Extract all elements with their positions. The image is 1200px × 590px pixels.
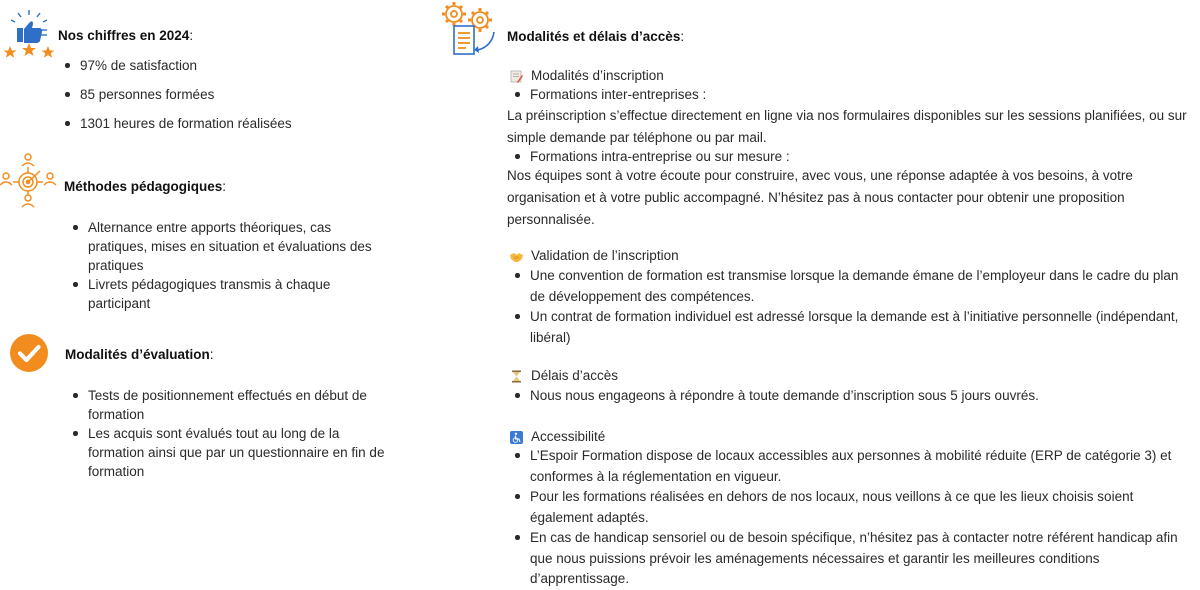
- check-circle-icon: [9, 333, 49, 373]
- handshake-icon: [510, 249, 523, 262]
- list-item: Une convention de formation est transmise lorsque la demande émane de l’employeur dans le cadre du plan de développement des compétences.: [507, 266, 1197, 307]
- chiffres-title: Nos chiffres en 2024: [58, 28, 190, 43]
- list-item: Nous nous engageons à répondre à toute demande d’inscription sous 5 jours ouvrés.: [507, 386, 1197, 405]
- list-item: 1301 heures de formation réalisées: [57, 114, 417, 133]
- modalites-heading: [507, 27, 684, 46]
- list-item: Formations intra-entreprise ou sur mesure :: [507, 147, 1187, 166]
- delais-subheading: [507, 366, 618, 385]
- chiffres-heading: [58, 26, 193, 45]
- modalites-colon: :: [680, 29, 685, 44]
- chiffres-list: [57, 56, 417, 133]
- methodes-list: [65, 218, 385, 313]
- list-item: Alternance entre apports théoriques, cas pratiques, mises en situation et évaluations des pratiques: [65, 218, 385, 275]
- modalites-title: Modalités et délais d’accès: [507, 29, 681, 44]
- delais-heading: Délais d’accès: [531, 368, 619, 383]
- list-item: L’Espoir Formation dispose de locaux accessibles aux personnes à mobilité réduite (ERP de catégorie 3) et conformes à la réglementation en vigueur.: [507, 446, 1197, 487]
- inter-text: La préinscription s’effectue directement en ligne via nos formulaires disponibles sur les sessions planifiées, ou sur simple demande par téléphone ou par mail.: [507, 108, 1187, 145]
- validation-heading: Validation de l’inscription: [531, 248, 679, 263]
- list-item: 97% de satisfaction: [57, 56, 417, 75]
- evaluation-title: Modalités d’évaluation: [65, 347, 210, 362]
- list-item: Un contrat de formation individuel est adressé lorsque la demande est à l’initiative personnelle (indépendant, libéral): [507, 307, 1197, 348]
- intra-text: Nos équipes sont à votre écoute pour construire, avec vous, une réponse adaptée à vos besoins, à votre organisation et à votre public accompagné. N’hésitez pas à nous contacter pour obtenir une proposition personnalisée.: [507, 168, 1133, 227]
- accessibilite-heading: Accessibilité: [531, 429, 606, 444]
- chiffres-colon: :: [189, 28, 194, 43]
- evaluation-colon: :: [209, 347, 214, 362]
- thumbs-up-stars-icon: [2, 8, 56, 58]
- evaluation-heading: [65, 345, 214, 364]
- memo-icon: [510, 69, 523, 82]
- wheelchair-icon: [510, 430, 523, 443]
- intra-list: [507, 147, 1187, 166]
- list-item: Les acquis sont évalués tout au long de la formation ainsi que par un questionnaire en fin de formation: [65, 424, 395, 481]
- hourglass-icon: [510, 369, 523, 382]
- methodes-colon: :: [222, 179, 227, 194]
- gears-document-icon: [434, 0, 502, 60]
- left-column: [0, 0, 420, 583]
- list-item: Formations inter-entreprises :: [507, 85, 1187, 104]
- list-item: En cas de handicap sensoriel ou de besoin spécifique, n’hésitez pas à contacter notre référent handicap afin que nous puissions prévoir les aménagements nécessaires et garantir les meilleures conditions d’apprentissage.: [507, 528, 1197, 590]
- evaluation-list: [65, 386, 395, 481]
- list-item: Pour les formations réalisées en dehors de nos locaux, nous veillons à ce que les lieux choisis soient également adaptés.: [507, 487, 1197, 528]
- inscription-subheading: [507, 66, 664, 85]
- delais-list: [507, 386, 1197, 405]
- validation-subheading: [507, 246, 679, 265]
- inscription-heading: Modalités d’inscription: [531, 68, 664, 83]
- methodes-heading: [64, 177, 226, 196]
- right-column: [430, 0, 1195, 586]
- target-network-icon: [0, 152, 62, 210]
- list-item: 85 personnes formées: [57, 85, 417, 104]
- methodes-title: Méthodes pédagogiques: [64, 179, 223, 194]
- list-item: Livrets pédagogiques transmis à chaque participant: [65, 275, 385, 313]
- inter-list: [507, 85, 1187, 104]
- validation-list: [507, 266, 1197, 348]
- accessibilite-list: [507, 446, 1197, 590]
- list-item: Tests de positionnement effectués en début de formation: [65, 386, 395, 424]
- accessibilite-subheading: [507, 427, 605, 446]
